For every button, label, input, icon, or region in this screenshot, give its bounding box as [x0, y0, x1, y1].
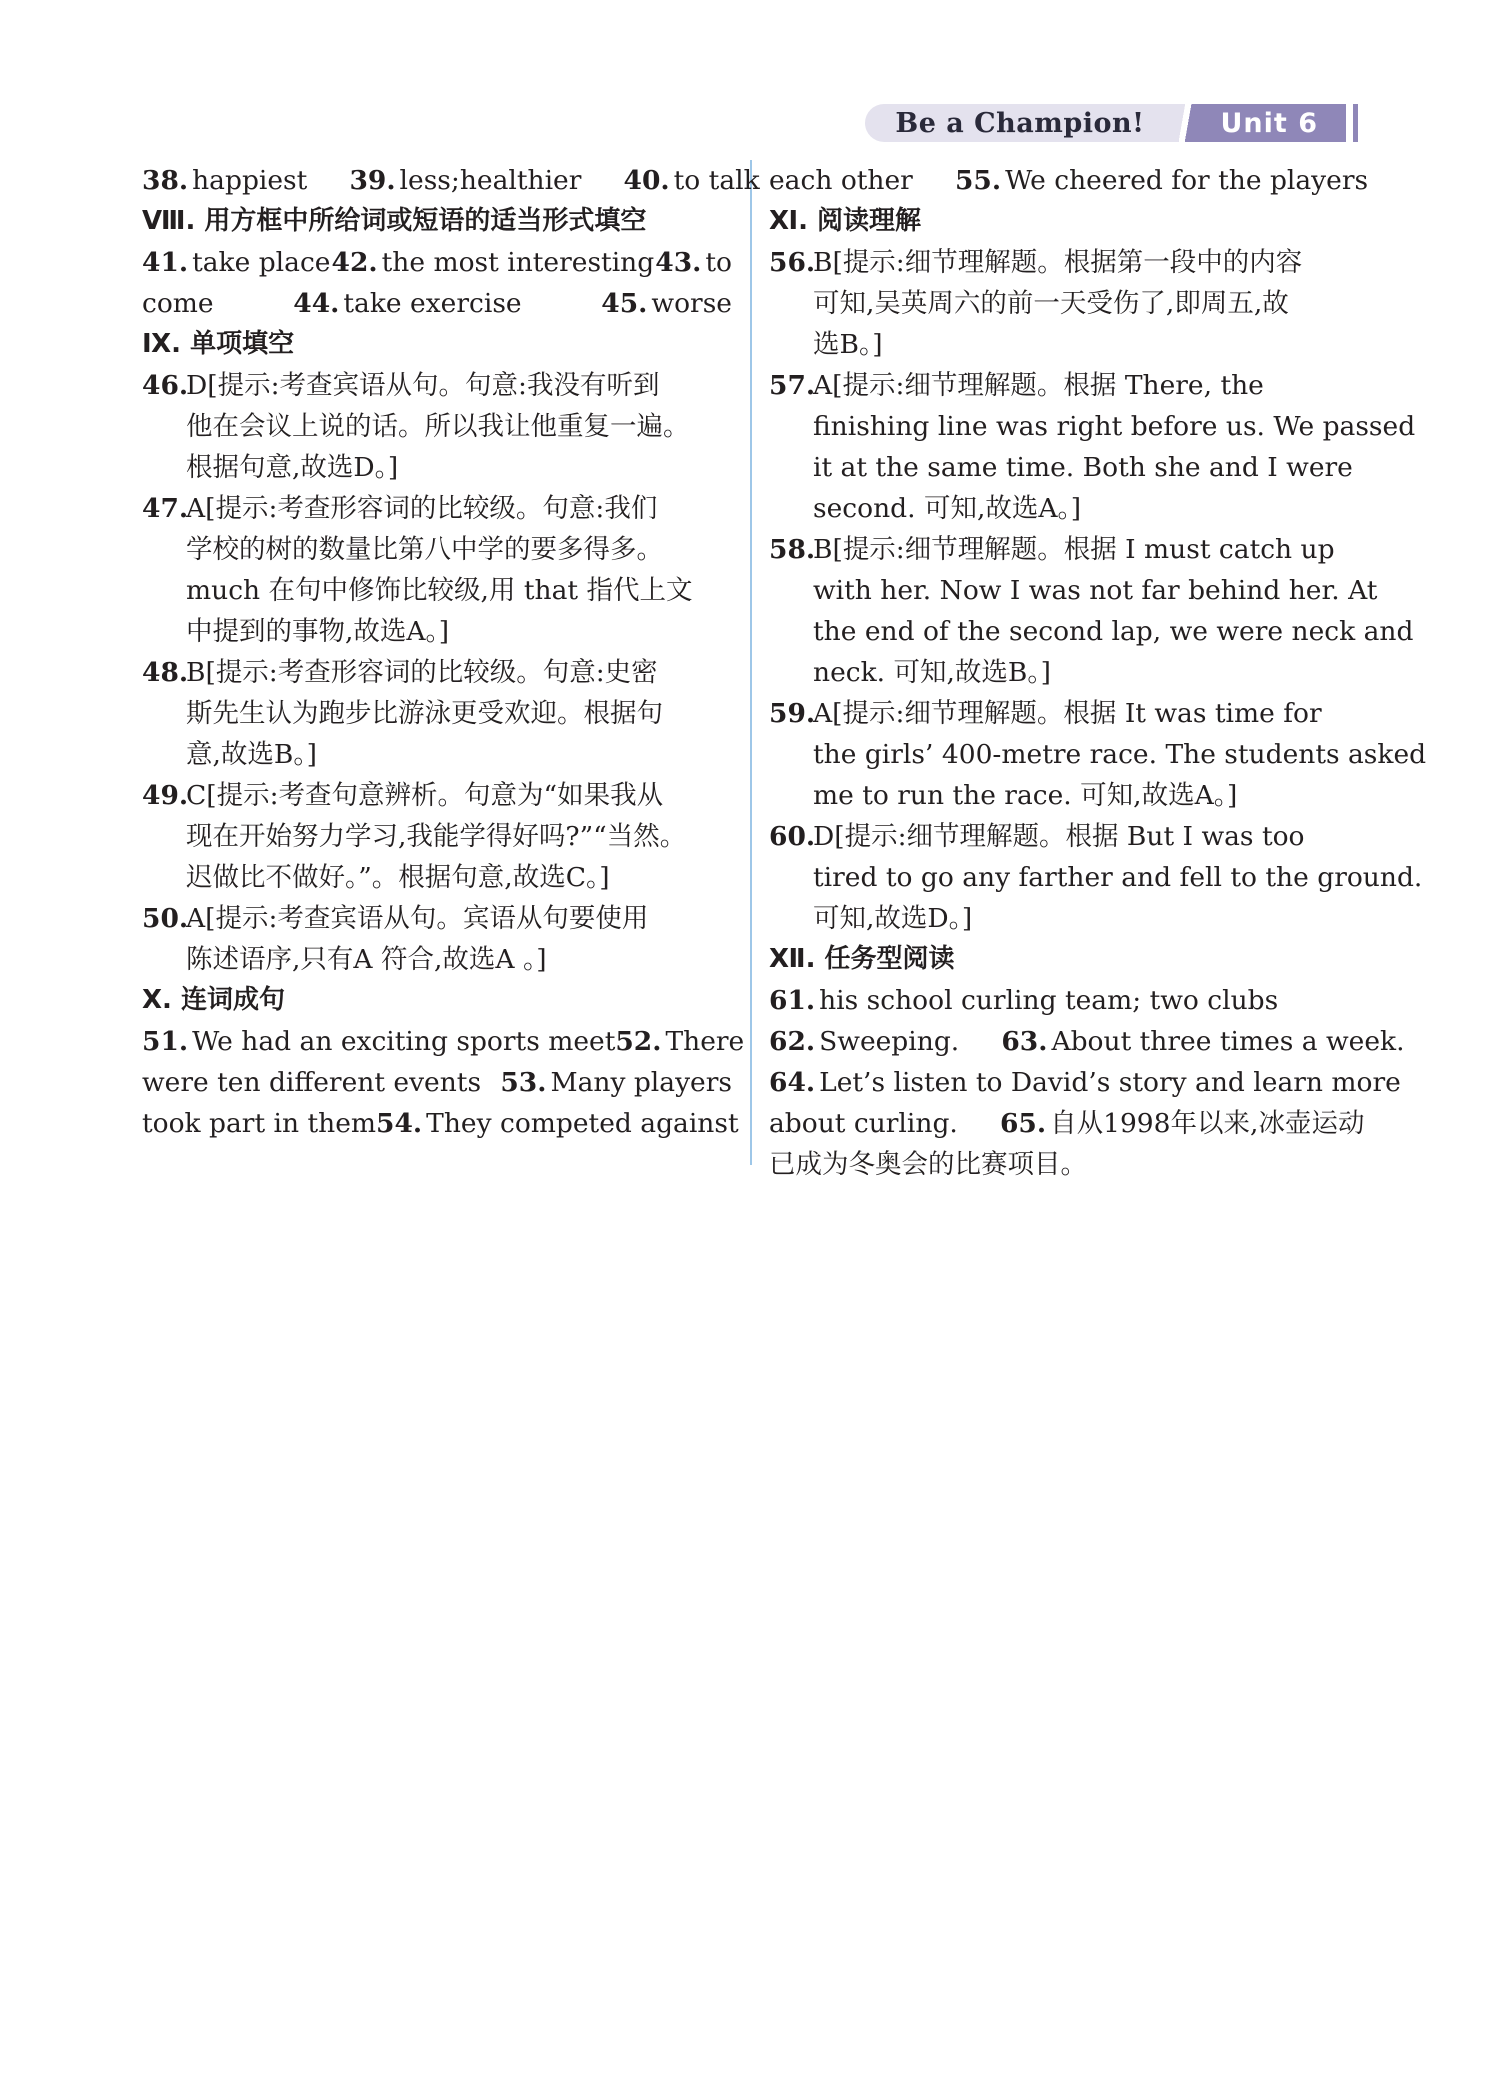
answer-text: worse	[651, 288, 732, 319]
answer-number: 57.	[769, 370, 816, 401]
answer-50	[142, 898, 732, 980]
answer-line: much 在句中修饰比较级,用 that 指代上文	[186, 575, 693, 606]
header-end-bar	[1353, 104, 1358, 142]
answer-number: 58.	[769, 534, 816, 565]
answer-text: Many players	[550, 1067, 732, 1098]
answer-60	[769, 816, 1423, 939]
answer-line: 中提到的事物,故选A。]	[186, 616, 450, 647]
answers-62-63	[769, 1021, 1405, 1062]
answer-line: B[提示:细节理解题。根据 I must catch up	[813, 534, 1335, 565]
answer-text: Sweeping.	[819, 1026, 960, 1057]
answer-line: 根据句意,故选D。]	[186, 452, 399, 483]
answer-number: 54.	[376, 1108, 423, 1139]
answer-text: come	[142, 288, 214, 319]
answer-line: 学校的树的数量比第八中学的要多得多。	[186, 534, 663, 565]
answer-65-continued: 已成为冬奥会的比赛项目。	[769, 1149, 1087, 1180]
answer-49	[142, 775, 732, 898]
answer-line: it at the same time. Both she and I were	[813, 452, 1353, 483]
answer-line: B[提示:细节理解题。根据第一段中的内容	[813, 247, 1303, 278]
left-column	[142, 160, 760, 1144]
answer-text: Let’s listen to David’s story and learn more	[819, 1067, 1401, 1098]
answer-line: 陈述语序,只有A 符合,故选A 。]	[186, 944, 547, 975]
answer-line: 可知,故选D。]	[813, 903, 973, 934]
answer-text: They competed against	[426, 1108, 739, 1139]
answer-text: take place	[192, 247, 331, 278]
answers-51-52	[142, 1021, 745, 1062]
answer-line: A[提示:考查宾语从句。宾语从句要使用	[186, 903, 649, 934]
answers-53-54	[142, 1103, 739, 1144]
answer-line: 意,故选B。]	[186, 739, 317, 770]
answer-line: me to run the race. 可知,故选A。]	[813, 780, 1238, 811]
answer-number: 62.	[769, 1026, 816, 1057]
answer-line: B[提示:考查形容词的比较级。句意:史密	[186, 657, 658, 688]
answer-number: 47.	[142, 493, 189, 524]
answer-number: 51.	[142, 1026, 189, 1057]
answer-text: We had an exciting sports meet	[192, 1026, 616, 1057]
answer-number: 42.	[331, 247, 378, 278]
answer-text: happiest	[192, 165, 308, 196]
header-title: Be a Champion!	[865, 104, 1178, 142]
answer-text: took part in them	[142, 1108, 377, 1139]
answer-text: to	[705, 247, 732, 278]
answer-text: We cheered for the players	[1005, 165, 1369, 196]
section-heading-9: Ⅸ. 单项填空	[142, 329, 295, 359]
answer-line: A[提示:细节理解题。根据 There, the	[813, 370, 1264, 401]
answer-number: 46.	[142, 370, 189, 401]
answer-line: with her. Now I was not far behind her. At	[813, 575, 1378, 606]
answer-text: less;healthier	[399, 165, 582, 196]
answer-line: the girls’ 400-metre race. The students asked	[813, 739, 1427, 770]
answer-line: 可知,吴英周六的前一天受伤了,即周五,故	[813, 288, 1289, 319]
answer-number: 59.	[769, 698, 816, 729]
answer-line: 选B。]	[813, 329, 883, 360]
answer-57	[769, 365, 1416, 529]
answer-59	[769, 693, 1427, 816]
answer-number: 48.	[142, 657, 189, 688]
header-separator	[1179, 104, 1193, 142]
answer-line: C[提示:考查句意辨析。句意为“如果我从	[186, 780, 664, 811]
header-unit: Unit 6	[1193, 104, 1347, 142]
answer-line: finishing line was right before us. We passed	[813, 411, 1416, 442]
answer-number: 49.	[142, 780, 189, 811]
answer-56	[769, 242, 1359, 365]
section-heading-10: Ⅹ. 连词成句	[142, 985, 285, 1015]
answer-number: 60.	[769, 821, 816, 852]
answer-48	[142, 652, 732, 775]
answer-number: 64.	[769, 1067, 816, 1098]
answer-number: 56.	[769, 247, 816, 278]
answers-64-65	[769, 1103, 1365, 1144]
answer-number: 52.	[615, 1026, 662, 1057]
answer-number: 55.	[954, 165, 1002, 196]
answers-41-43	[142, 242, 732, 283]
answers-43-45	[142, 283, 732, 324]
answer-61	[769, 980, 1359, 1021]
section-heading-12: Ⅻ. 任务型阅读	[769, 944, 955, 974]
answer-line: A[提示:细节理解题。根据 It was time for	[813, 698, 1322, 729]
right-column	[769, 160, 1427, 1185]
answer-text: About three times a week.	[1051, 1026, 1405, 1057]
answer-line: 斯先生认为跑步比游泳更受欢迎。根据句	[186, 698, 663, 729]
column-divider	[750, 160, 752, 1165]
answer-46	[142, 365, 732, 488]
answer-line: 现在开始努力学习,我能学得好吗?”“当然。	[186, 821, 687, 852]
answer-text: his school curling team; two clubs	[819, 985, 1279, 1016]
answer-line: 迟做比不做好。”。根据句意,故选C。]	[186, 862, 610, 893]
answer-number: 38.	[142, 165, 189, 196]
answer-number: 41.	[142, 247, 189, 278]
answer-line: second. 可知,故选A。]	[813, 493, 1082, 524]
answer-text: about curling.	[769, 1108, 958, 1139]
answer-line: D[提示:细节理解题。根据 But I was too	[813, 821, 1305, 852]
answer-line: tired to go any farther and fell to the ground.	[813, 862, 1423, 893]
answer-text: the most interesting	[381, 247, 655, 278]
answer-line: D[提示:考查宾语从句。句意:我没有听到	[186, 370, 660, 401]
answer-line: the end of the second lap, we were neck and	[813, 616, 1414, 647]
answer-number: 63.	[1001, 1026, 1048, 1057]
answers-52-53	[142, 1062, 732, 1103]
answer-64	[769, 1062, 1401, 1103]
section-heading-8: Ⅷ. 用方框中所给词或短语的适当形式填空	[142, 206, 647, 236]
answers-38-40	[142, 160, 760, 201]
answer-text: take exercise	[343, 288, 522, 319]
answer-number: 44.	[293, 288, 340, 319]
answer-number: 53.	[500, 1067, 547, 1098]
answer-text: to talk	[673, 165, 760, 196]
answer-line: 他在会议上说的话。所以我让他重复一遍。	[186, 411, 690, 442]
answer-number: 65.	[999, 1108, 1047, 1139]
answer-number: 40.	[623, 165, 670, 196]
answer-number: 45.	[601, 288, 648, 319]
answer-text: There	[665, 1026, 745, 1057]
answer-47	[142, 488, 732, 652]
answers-54-55	[769, 160, 1369, 201]
answer-number: 50.	[142, 903, 189, 934]
answer-text: 自从1998年以来,冰壶运动	[1050, 1108, 1365, 1139]
section-heading-11: Ⅺ. 阅读理解	[769, 206, 922, 236]
answer-line: A[提示:考查形容词的比较级。句意:我们	[186, 493, 658, 524]
answer-number: 61.	[769, 985, 816, 1016]
unit-header	[865, 104, 1358, 142]
answer-number: 43.	[655, 247, 702, 278]
answer-text: each other	[769, 165, 913, 196]
answer-58	[769, 529, 1414, 693]
answer-text: were ten different events	[142, 1067, 482, 1098]
answer-number: 39.	[349, 165, 396, 196]
answer-line: neck. 可知,故选B。]	[813, 657, 1051, 688]
